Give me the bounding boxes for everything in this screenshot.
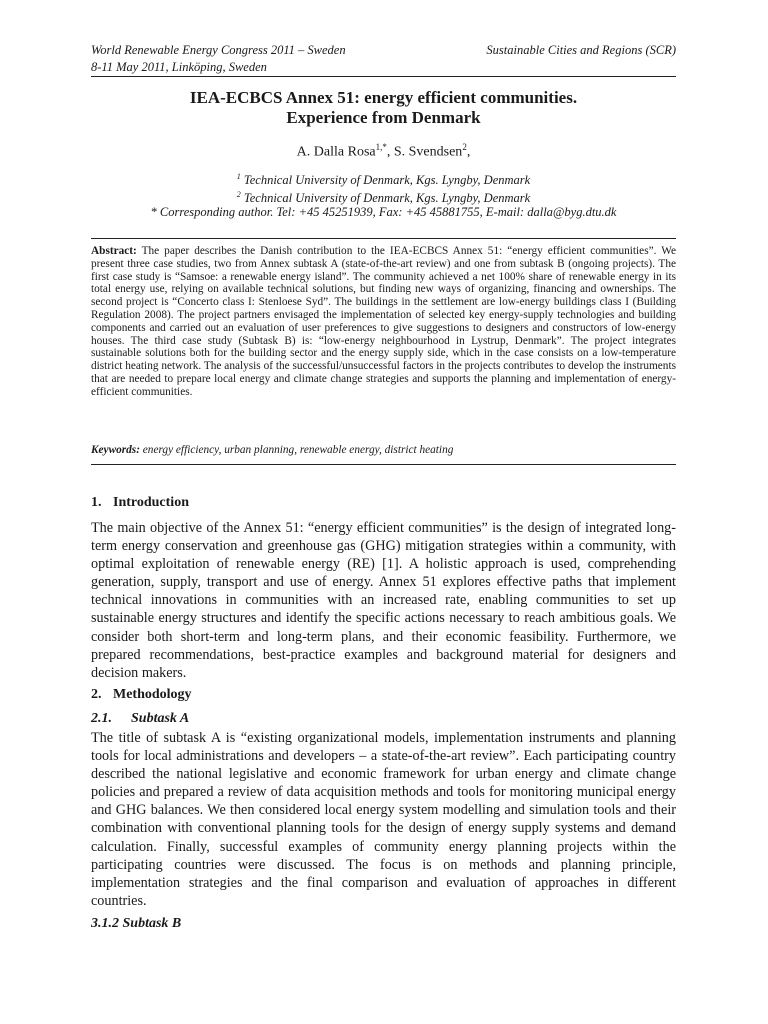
author-list-tail: , bbox=[466, 144, 471, 160]
abstract-bottom-rule bbox=[91, 464, 676, 465]
conference-dates: 8-11 May 2011, Linköping, Sweden bbox=[91, 60, 267, 74]
affiliations bbox=[91, 170, 676, 220]
conference-name: World Renewable Energy Congress 2011 – Sweden bbox=[91, 43, 346, 57]
keywords-label: Keywords: bbox=[91, 444, 140, 456]
affiliation-1-marker: 1 bbox=[236, 172, 241, 181]
abstract bbox=[91, 245, 676, 399]
keywords-text: energy efficiency, urban planning, renewable energy, district heating bbox=[139, 444, 454, 456]
introduction-paragraph: The main objective of the Annex 51: “energy efficient communities” is the design of integrated long-term energy conservation and greenhouse gas (GHG) mitigation strategies within a community, with optimal exploitation of renewable energy (RE) [1]. A holistic approach is used, comprehending generation, supply, transport and use of energy. Annex 51 explores effective paths that implement technical innovations in communities with an increased rate, enabling communities to set up sustainable energy structures and identify the specific actions necessary to reach ambitious goals. We consider both short-term and long-term plans, and their economic feasibility. Furthermore, we prepared recommendations, best-practice examples and background material for designers and decision makers. bbox=[91, 520, 676, 681]
affiliation-2: $^2$ Technical University of Denmark, Kgs. Lyngby, Denmark bbox=[236, 189, 531, 205]
author-separator: , bbox=[386, 144, 394, 160]
author-list bbox=[91, 138, 676, 162]
corresponding-author: * Corresponding author. Tel: +45 45251939, Fax: +45 45881755, E-mail: dalla@byg.dtu.dk bbox=[150, 205, 617, 220]
section-heading-introduction: 1. Introduction bbox=[91, 495, 189, 510]
abstract-top-rule bbox=[91, 238, 676, 239]
running-header-right: Sustainable Cities and Regions (SCR) bbox=[486, 43, 676, 57]
subtask-a-paragraph: The title of subtask A is “existing organizational models, implementation instruments and planning tools for local administrations and developers – a state-of-the-art review”. Each participating country described the national legislative and economic framework for urban energy and climate change policies and prepared a review of data acquisition methods and tools for monitoring municipal energy and GHG balances. We then considered local energy system modelling and simulation tools and their combination with conventional planning tools for the design of energy supply systems and demand calculation. Finally, successful examples of community energy planning projects within the participating countries were discussed. The focus is on methods and planning principle, implementation strategies and the final comparison and evaluation of approaches in different countries. bbox=[91, 730, 676, 909]
abstract-text: The paper describes the Danish contribution to the IEA-ECBCS Annex 51: “energy efficient communities”. We present three case studies, two from Annex subtask A (state-of-the-art review) and one from subtask B (ongoing projects). The first case study is “Samsoe: a renewable energy island”. The community achieved a net 100% share of renewable energy in its total energy use, relying on available technical solutions, but finding new ways of organizing, financing and ownerships. The second project is “Concerto class I: Stenloese Syd”. The buildings in the settlement are low-energy buildings class I (Building Regulation 2008). The project partners envisaged the implementation of selected key energy-supply technologies and building components and carried out an evaluation of user preferences to give suggestions to designers and constructors of low-energy houses. The third case study (Subtask B) is: “low-energy neighbourhood in Lystrup, Denmark”. The project integrates sustainable solutions both for the building sector and the energy supply side, which in the case consists on a low-temperature district heating network. The analysis of the successful/unsuccessful factors in the projects contributes to develop the instruments that are needed to prepare local energy and climate change strategies and supports the planning and implementation of energy-efficient communities. bbox=[91, 245, 676, 398]
affiliation-1: $^1$ Technical University of Denmark, Kgs. Lyngby, Denmark bbox=[236, 172, 531, 188]
author-2: S. Svendsen bbox=[393, 144, 463, 160]
abstract-label: Abstract: bbox=[91, 245, 137, 257]
running-header-left bbox=[91, 42, 346, 76]
header-divider bbox=[91, 76, 676, 77]
subsection-heading-subtask-b: 3.1.2 Subtask B bbox=[91, 916, 182, 931]
affiliation-2-marker: 2 bbox=[236, 189, 241, 199]
keywords bbox=[91, 443, 676, 457]
paper-title bbox=[91, 88, 676, 128]
section-heading-methodology: 2. Methodology bbox=[91, 687, 192, 702]
author-1: A. Dalla Rosa bbox=[296, 144, 376, 160]
paper-title-line2: Experience from Denmark bbox=[286, 108, 481, 127]
author-2-marker: 2 bbox=[462, 142, 467, 152]
subsection-heading-subtask-a: 2.1. Subtask A bbox=[91, 711, 190, 726]
paper-title-line1: IEA-ECBCS Annex 51: energy efficient communities. bbox=[189, 88, 578, 107]
author-1-marker: 1,* bbox=[375, 142, 387, 152]
